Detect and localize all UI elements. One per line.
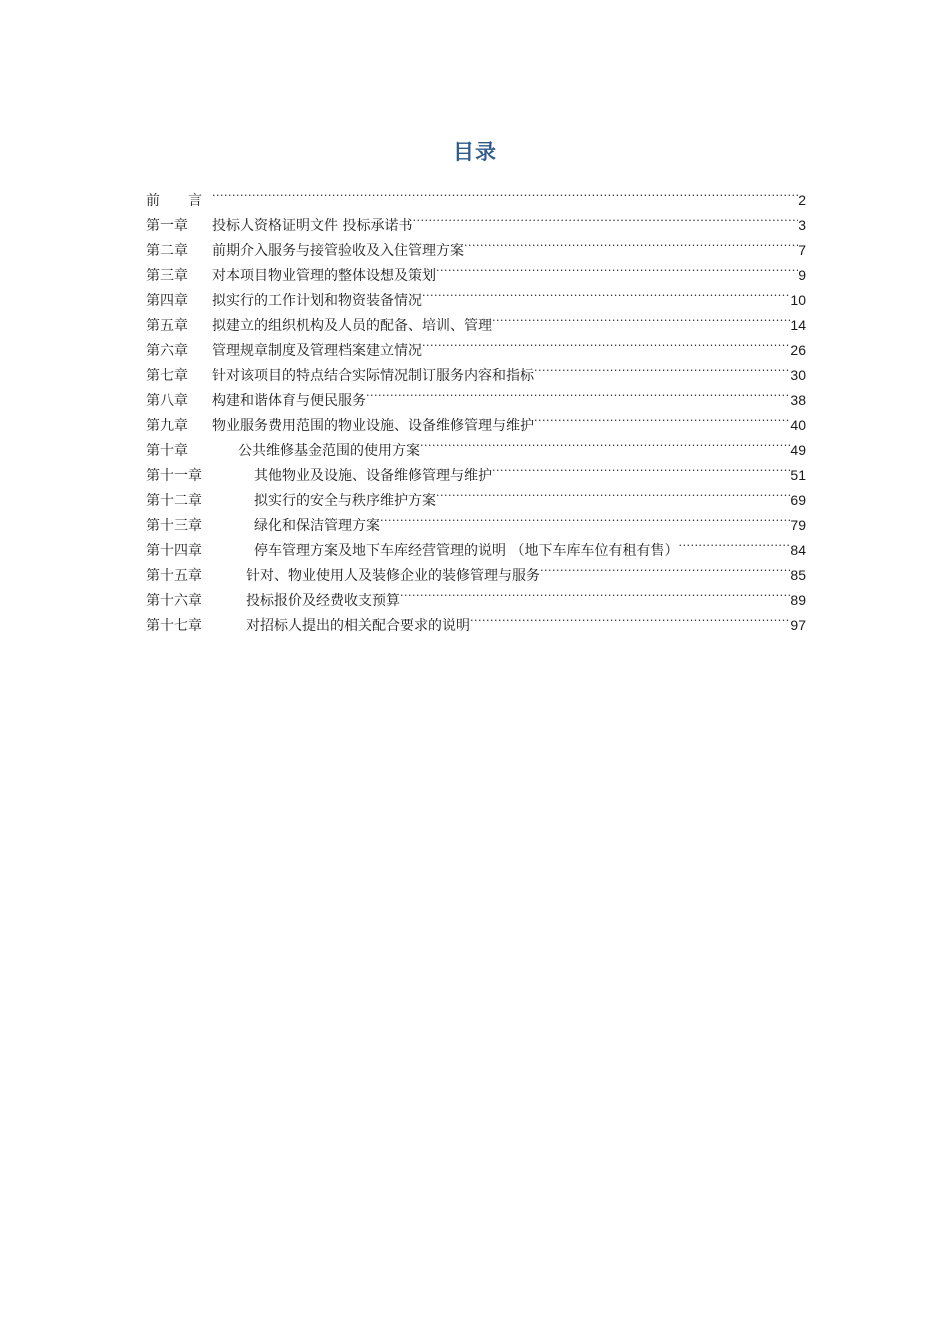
toc-leader-dots <box>540 555 790 580</box>
toc-chapter-label: 第十三章 <box>146 518 202 534</box>
toc-heading: 投标报价及经费收支预算 <box>246 593 400 609</box>
toc-leader-dots <box>492 305 790 330</box>
toc-leader-dots <box>422 280 790 305</box>
toc-chapter-label: 第十二章 <box>146 493 202 509</box>
toc-heading: 公共维修基金范围的使用方案 <box>238 443 420 459</box>
toc-chapter-label: 前 言 <box>146 193 202 209</box>
toc-heading: 对招标人提出的相关配合要求的说明 <box>246 618 470 634</box>
toc-leader-dots <box>400 580 790 605</box>
toc-heading: 前期介入服务与接管验收及入住管理方案 <box>212 243 464 259</box>
toc-leader-dots <box>534 405 790 430</box>
toc-chapter-label: 第十一章 <box>146 468 202 484</box>
toc-chapter-label: 第三章 <box>146 268 188 284</box>
toc-heading: 针对、物业使用人及装修企业的装修管理与服务 <box>246 568 540 584</box>
toc-leader-dots <box>412 205 798 230</box>
toc-page-number: 51 <box>790 467 806 483</box>
toc-chapter-label: 第十章 <box>146 443 188 459</box>
table-of-contents <box>146 180 806 634</box>
toc-heading: 构建和谐体育与便民服务 <box>212 393 366 409</box>
toc-chapter-label: 第五章 <box>146 318 188 334</box>
toc-leader-dots <box>534 355 790 380</box>
toc-heading: 其他物业及设施、设备维修管理与维护 <box>254 468 492 484</box>
toc-chapter-label: 第八章 <box>146 393 188 409</box>
toc-entry[interactable] <box>146 180 806 209</box>
toc-leader-dots <box>420 430 790 455</box>
toc-heading: 停车管理方案及地下车库经营管理的说明 （地下车库车位有租有售） <box>254 543 679 559</box>
toc-leader-dots <box>380 505 790 530</box>
toc-heading: 管理规章制度及管理档案建立情况 <box>212 343 422 359</box>
toc-heading: 绿化和保洁管理方案 <box>254 518 380 534</box>
toc-chapter-label: 第四章 <box>146 293 188 309</box>
toc-page-number: 49 <box>790 442 806 458</box>
toc-page-number: 69 <box>790 492 806 508</box>
toc-chapter-label: 第六章 <box>146 343 188 359</box>
toc-heading: 拟实行的安全与秩序维护方案 <box>254 493 436 509</box>
toc-chapter-label: 第二章 <box>146 243 188 259</box>
toc-title: 目录 <box>453 140 497 164</box>
toc-page-number: 14 <box>790 317 806 333</box>
toc-page-number: 97 <box>790 617 806 633</box>
toc-chapter-label: 第十五章 <box>146 568 202 584</box>
toc-leader-dots <box>212 180 798 205</box>
toc-heading: 物业服务费用范围的物业设施、设备维修管理与维护 <box>212 418 534 434</box>
toc-leader-dots <box>678 530 790 555</box>
toc-heading: 拟建立的组织机构及人员的配备、培训、管理 <box>212 318 492 334</box>
toc-page-number: 9 <box>798 267 806 283</box>
toc-leader-dots <box>366 380 790 405</box>
toc-heading: 拟实行的工作计划和物资装备情况 <box>212 293 422 309</box>
toc-page-number: 85 <box>790 567 806 583</box>
toc-chapter-label: 第十四章 <box>146 543 202 559</box>
toc-chapter-label: 第一章 <box>146 218 188 234</box>
toc-entry[interactable] <box>146 205 806 234</box>
toc-heading: 对本项目物业管理的整体设想及策划 <box>212 268 436 284</box>
toc-leader-dots <box>470 605 790 630</box>
toc-heading: 针对该项目的特点结合实际情况制订服务内容和指标 <box>212 368 534 384</box>
toc-page-number: 26 <box>790 342 806 358</box>
toc-chapter-label: 第七章 <box>146 368 188 384</box>
toc-chapter-label: 第十七章 <box>146 618 202 634</box>
toc-leader-dots <box>436 480 790 505</box>
toc-page-number: 7 <box>798 242 806 258</box>
toc-page-number: 38 <box>790 392 806 408</box>
toc-leader-dots <box>422 330 790 355</box>
toc-chapter-label: 第九章 <box>146 418 188 434</box>
toc-chapter-label: 第十六章 <box>146 593 202 609</box>
toc-page-number: 3 <box>798 217 806 233</box>
toc-page-number: 2 <box>798 192 806 208</box>
toc-leader-dots <box>464 230 798 255</box>
toc-page-number: 89 <box>790 592 806 608</box>
toc-page-number: 10 <box>790 292 806 308</box>
toc-page-number: 79 <box>790 517 806 533</box>
toc-leader-dots <box>492 455 790 480</box>
toc-leader-dots <box>436 255 798 280</box>
toc-heading: 投标人资格证明文件 投标承诺书 <box>212 218 413 234</box>
toc-page-number: 84 <box>790 542 806 558</box>
toc-page-number: 40 <box>790 417 806 433</box>
toc-page-number: 30 <box>790 367 806 383</box>
